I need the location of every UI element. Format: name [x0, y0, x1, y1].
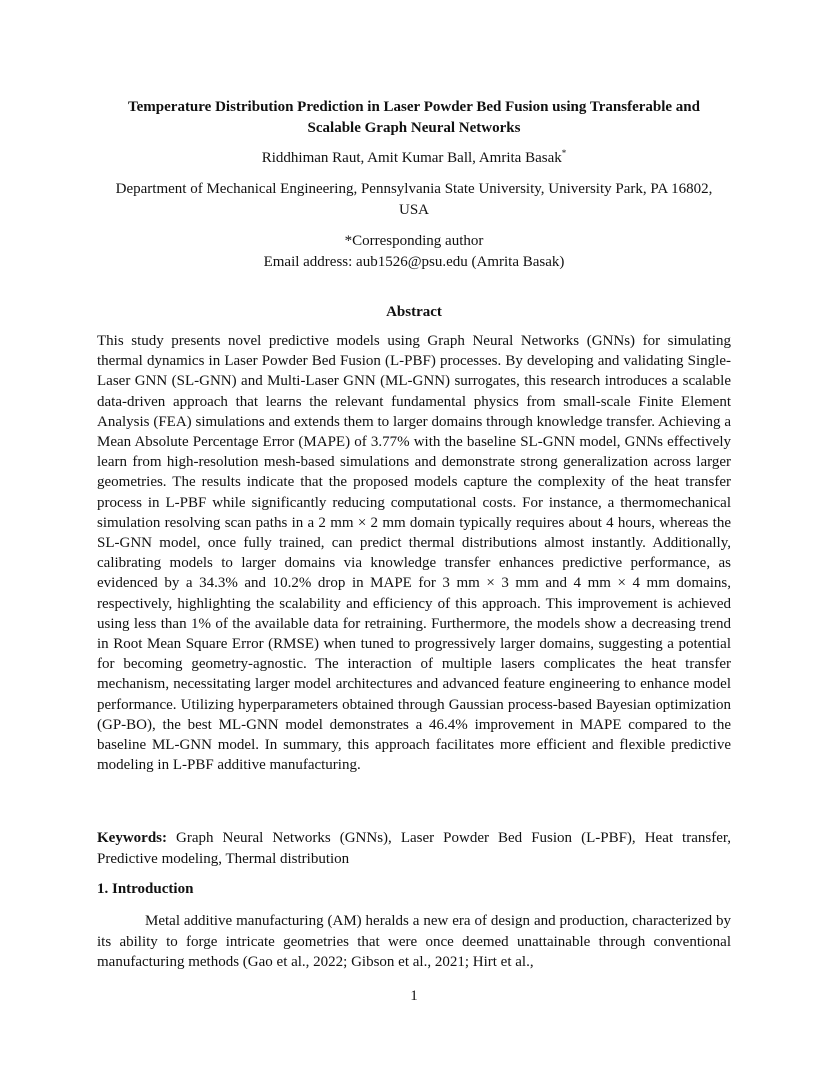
title-line-2: Scalable Graph Neural Networks: [307, 120, 521, 136]
page-number: 1: [410, 988, 418, 1004]
keywords-label: Keywords:: [97, 830, 167, 846]
abstract-body: This study presents novel predictive models using Graph Neural Networks (GNNs) for simulating thermal dynamics in Laser Powder Bed Fusion (L-PBF) processes. By developing and validating Single-Laser GNN (SL-GNN) and Multi-Laser GNN (ML-GNN) surrogates, this research introduces a scalable data-driven approach that learns the relevant fundamental physics from small-scale Finite Element Analysis (FEA) simulations and extends them to larger domains through knowledge transfer. Achieving a Mean Absolute Percentage Error (MAPE) of 3.77% with the baseline SL-GNN model, GNNs effectively learn from high-resolution mesh-based simulations and demonstrate strong generalization across larger geometries. The results indicate that the proposed models capture the complexity of the heat transfer process in L-PBF while significantly reducing computational costs. For instance, a thermomechanical simulation resolving scan paths in a 2 mm × 2 mm domain typically requires about 4 hours, whereas the SL-GNN model, once fully trained, can predict thermal distributions almost instantly. Additionally, calibrating models to larger domains via knowledge transfer enhances predictive performance, as evidenced by a 34.3% and 10.2% drop in MAPE for 3 mm × 3 mm and 4 mm × 4 mm domains, respectively, highlighting the scalability and efficiency of this approach. This improvement is achieved using less than 1% of the available data for retraining. Furthermore, the models show a decreasing trend in Root Mean Square Error (RMSE) when tuned to progressively larger domains, suggesting a potential for becoming geometry-agnostic. The interaction of multiple lasers complicates the heat transfer mechanism, necessitating larger model architectures and advanced feature engineering to enhance model performance. Utilizing hyperparameters obtained through Gaussian process-based Bayesian optimization (GP-BO), the best ML-GNN model demonstrates a 46.4% improvement in MAPE compared to the baseline ML-GNN model. In summary, this approach facilitates more efficient and flexible predictive modeling in L-PBF additive manufacturing.: [97, 333, 731, 774]
corresponding-info: [60, 231, 768, 273]
abstract-heading: Abstract: [386, 304, 442, 320]
paper-title: [60, 97, 768, 139]
keywords-list: Graph Neural Networks (GNNs), Laser Powder Bed Fusion (L-PBF), Heat transfer, Predictive modeling, Thermal distribution: [97, 830, 731, 867]
author-list: [60, 148, 768, 169]
section-heading-introduction: 1. Introduction: [97, 881, 194, 897]
corresponding-author-note: *Corresponding author: [344, 233, 484, 249]
corresponding-mark: *: [561, 148, 567, 158]
author-names: Riddhiman Raut, Amit Kumar Ball, Amrita Basak: [261, 150, 562, 166]
affiliation: Department of Mechanical Engineering, Pennsylvania State University, University Park, PA 16802, USA: [115, 181, 713, 218]
email-address: Email address: aub1526@psu.edu (Amrita Basak): [263, 254, 565, 270]
introduction-paragraph: Metal additive manufacturing (AM) heralds a new era of design and production, characterized by its ability to forge intricate geometries that were once deemed unattainable through conventional manufacturing methods (Gao et al., 2022; Gibson et al., 2021; Hirt et al.,: [97, 913, 731, 970]
keywords: [97, 828, 731, 869]
title-line-1: Temperature Distribution Prediction in Laser Powder Bed Fusion using Transferable and: [128, 99, 700, 115]
